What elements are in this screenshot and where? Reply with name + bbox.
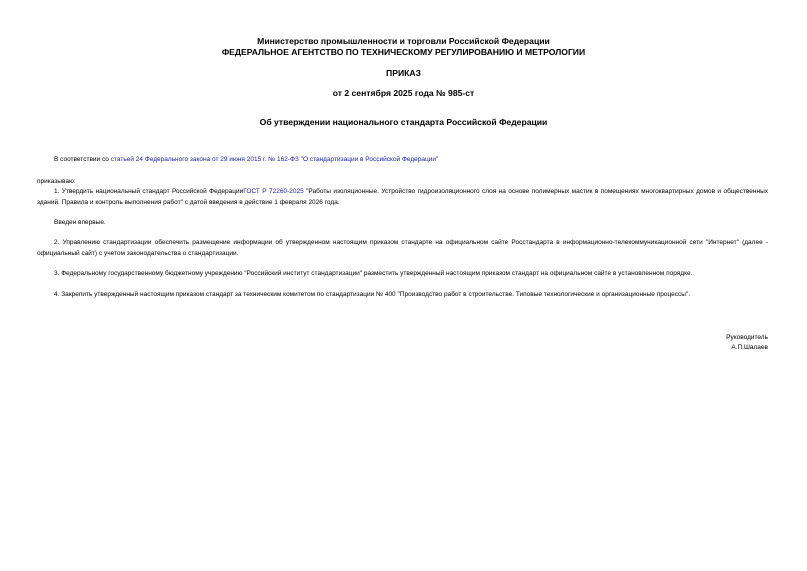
- preamble-prefix: В соответствии со: [54, 156, 111, 163]
- introduced-note: Введен впервые.: [54, 219, 106, 226]
- document-date-number: от 2 сентября 2025 года № 985-ст: [332, 88, 475, 98]
- item-1-text: "Работы изоляционные. Устройство гидроизоляционного слоя на основе полимерных мастик в помещениях многоквартирных домов и общественных зданий. Правила и контроль выполнения работ" с датой введения в действие 1 февраля 2026 года.: [37, 188, 768, 206]
- item-1: [37, 187, 768, 208]
- item-3: 3. Федеральному государственному бюджетному учреждению "Российский институт стандартизации" разместить утвержденный настоящим приказом стандарт на официальном сайте в установленном порядке.: [54, 270, 693, 277]
- document-type: ПРИКАЗ: [386, 68, 421, 78]
- order-word: приказываю:: [37, 178, 76, 185]
- signature-position: Руководитель: [726, 334, 768, 341]
- preamble: [37, 155, 768, 166]
- ministry-name: Министерство промышленности и торговли Российской Федерации: [257, 36, 550, 46]
- document-title: Об утверждении национального стандарта Российской Федерации: [259, 117, 548, 127]
- item-4: 4. Закрепить утвержденный настоящим приказом стандарт за техническим комитетом по стандартизации № 400 "Производство работ в строительстве. Типовые технологические и организационные процессы".: [54, 291, 691, 298]
- agency-name: ФЕДЕРАЛЬНОЕ АГЕНТСТВО ПО ТЕХНИЧЕСКОМУ РЕГУЛИРОВАНИЮ И МЕТРОЛОГИИ: [221, 47, 586, 57]
- signature-name: А.П.Шалаев: [731, 344, 768, 351]
- item-1-prefix: 1. Утвердить национальный стандарт Российской Федерации: [54, 188, 244, 195]
- federal-law-link[interactable]: статьей 24 Федерального закона от 29 июня 2015 г. № 162-ФЗ "О стандартизации в Российской Федерации": [110, 156, 439, 163]
- gost-link[interactable]: ГОСТ Р 72260-2025: [243, 188, 304, 195]
- item-2: 2. Управлению стандартизации обеспечить размещение информации об утвержденном настоящим приказом стандарте на официальном сайте Росстандарта в информационно-телекоммуникационной сети "Интернет" (далее - официальный сайт) с учетом законодательства о стандартизации.: [37, 239, 768, 257]
